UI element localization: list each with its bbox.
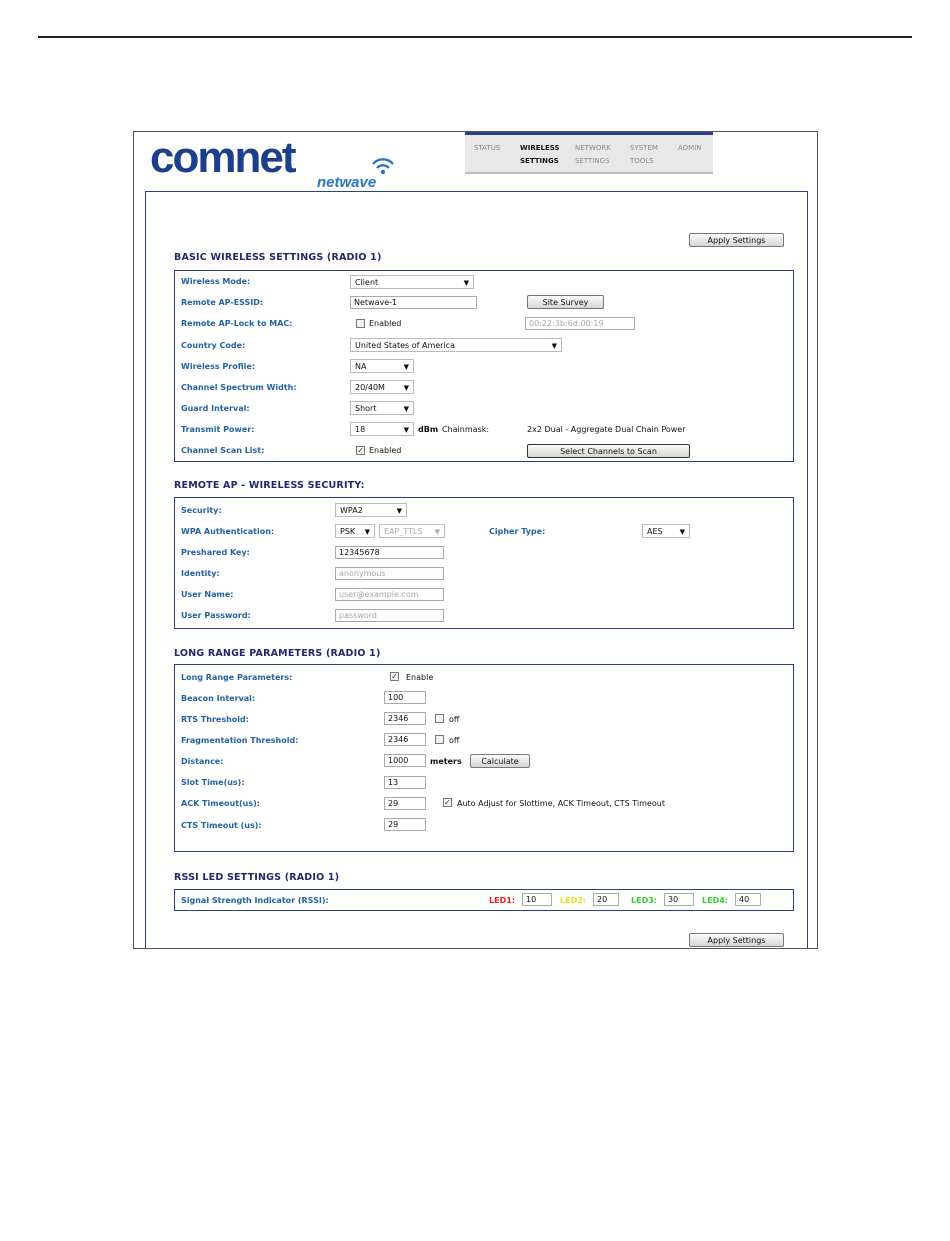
long-range-checkbox[interactable]: ✓ (391, 672, 398, 681)
slot-time-input[interactable]: 13 (384, 776, 426, 789)
long-range-box (174, 664, 794, 852)
eap-method-select[interactable] (379, 524, 445, 538)
wireless-profile-value: NA (355, 362, 367, 371)
wireless-mode-select[interactable] (350, 275, 474, 289)
transmit-power-value: 18 (355, 425, 366, 434)
distance-unit: meters (430, 757, 462, 766)
cts-timeout-label: CTS Timeout (us): (181, 821, 262, 830)
screenshot-frame (133, 131, 818, 949)
led3-input[interactable]: 30 (664, 893, 694, 906)
spectrum-width-value: 20/40M (355, 383, 385, 392)
chevron-down-icon: ▼ (403, 405, 409, 413)
tab-system-tools[interactable]: SYSTEM TOOLS (630, 144, 658, 165)
guard-interval-label: Guard Interval: (181, 404, 250, 413)
rssi-section-title: RSSI LED SETTINGS (RADIO 1) (174, 872, 340, 883)
security-select[interactable] (335, 503, 407, 517)
essid-input[interactable]: Netwave-1 (350, 296, 477, 309)
top-nav (465, 132, 713, 174)
tab-wireless-settings[interactable]: WIRELESS SETTINGS (520, 144, 560, 165)
preshared-key-label: Preshared Key: (181, 548, 250, 557)
distance-label: Distance: (181, 757, 224, 766)
wpa-auth-value: PSK (340, 527, 356, 536)
cipher-type-value: AES (647, 527, 663, 536)
apply-settings-button-bottom[interactable]: Apply Settings (689, 933, 784, 947)
chevron-down-icon: ▼ (679, 528, 685, 536)
cipher-type-label: Cipher Type: (489, 527, 546, 536)
spectrum-width-select[interactable] (350, 380, 414, 394)
preshared-key-input[interactable]: 12345678 (335, 546, 444, 559)
frag-threshold-input[interactable]: 2346 (384, 733, 426, 746)
security-box (174, 497, 794, 629)
guard-interval-select[interactable] (350, 401, 414, 415)
select-channels-button[interactable]: Select Channels to Scan (527, 444, 690, 458)
user-password-input[interactable]: password (335, 609, 444, 622)
apply-settings-button-top[interactable]: Apply Settings (689, 233, 784, 247)
wifi-icon (369, 154, 397, 176)
logo-wordmark: comnet (150, 133, 295, 182)
rts-off-label: off (449, 715, 460, 724)
beacon-interval-label: Beacon Interval: (181, 694, 256, 703)
user-name-input[interactable]: user@example.com (335, 588, 444, 601)
rts-threshold-label: RTS Threshold: (181, 715, 249, 724)
channel-scan-checkbox[interactable]: ✓ (357, 446, 364, 455)
wireless-profile-select[interactable] (350, 359, 414, 373)
transmit-power-select[interactable] (350, 422, 414, 436)
beacon-interval-input[interactable]: 100 (384, 691, 426, 704)
calculate-button[interactable]: Calculate (470, 754, 530, 768)
long-range-section-title: LONG RANGE PARAMETERS (RADIO 1) (174, 648, 381, 659)
slot-time-label: Slot Time(us): (181, 778, 245, 787)
led3-label: LED3: (631, 896, 657, 905)
chevron-down-icon: ▼ (551, 342, 557, 350)
led2-input[interactable]: 20 (593, 893, 619, 906)
essid-label: Remote AP-ESSID: (181, 298, 264, 307)
ack-timeout-input[interactable]: 29 (384, 797, 426, 810)
security-section-title: REMOTE AP - WIRELESS SECURITY: (174, 480, 365, 491)
chevron-down-icon: ▼ (403, 384, 409, 392)
led1-input[interactable]: 10 (522, 893, 552, 906)
led1-label: LED1: (489, 896, 515, 905)
long-range-enable-label: Enable (406, 673, 434, 682)
long-range-label: Long Range Parameters: (181, 673, 293, 682)
frag-off-checkbox[interactable] (435, 735, 444, 744)
user-name-label: User Name: (181, 590, 234, 599)
transmit-power-label: Transmit Power: (181, 425, 255, 434)
site-survey-button[interactable]: Site Survey (527, 295, 604, 309)
led4-input[interactable]: 40 (735, 893, 761, 906)
ack-timeout-label: ACK Timeout(us): (181, 799, 260, 808)
identity-input[interactable]: anonymous (335, 567, 444, 580)
lock-mac-enabled-label: Enabled (369, 319, 402, 328)
chevron-down-icon: ▼ (403, 363, 409, 371)
lock-mac-checkbox[interactable] (356, 319, 365, 328)
channel-scan-enabled-label: Enabled (369, 446, 402, 455)
wireless-profile-label: Wireless Profile: (181, 362, 256, 371)
tab-admin[interactable]: ADMIN (678, 144, 702, 152)
cipher-type-select[interactable] (642, 524, 690, 538)
chevron-down-icon: ▼ (364, 528, 370, 536)
mac-address-input[interactable]: 00:22:3b:6d:00:19 (525, 317, 635, 330)
guard-interval-value: Short (355, 404, 377, 413)
tab-network-settings[interactable]: NETWORK SETTINGS (575, 144, 611, 165)
basic-settings-box (174, 270, 794, 462)
page-rule (38, 36, 912, 38)
dbm-unit: dBm (418, 425, 439, 434)
comnet-logo (150, 133, 450, 192)
tab-status[interactable]: STATUS (474, 144, 501, 152)
rssi-box (174, 889, 794, 911)
basic-section-title: BASIC WIRELESS SETTINGS (RADIO 1) (174, 252, 382, 263)
distance-input[interactable]: 1000 (384, 754, 426, 767)
wireless-mode-value: Client (355, 278, 379, 287)
chevron-down-icon: ▼ (396, 507, 402, 515)
logo-subtitle: netwave (317, 174, 377, 191)
auto-adjust-checkbox[interactable]: ✓ (444, 798, 451, 807)
wireless-mode-label: Wireless Mode: (181, 277, 251, 286)
chevron-down-icon: ▼ (434, 528, 440, 536)
eap-method-value: EAP_TTLS (384, 527, 423, 536)
channel-scan-label: Channel Scan List: (181, 446, 265, 455)
rssi-label: Signal Strength Indicator (RSSI): (181, 896, 329, 905)
country-code-select[interactable] (350, 338, 562, 352)
user-password-label: User Password: (181, 611, 251, 620)
lock-mac-label: Remote AP-Lock to MAC: (181, 319, 293, 328)
identity-label: Identity: (181, 569, 220, 578)
wpa-auth-label: WPA Authentication: (181, 527, 275, 536)
spectrum-width-label: Channel Spectrum Width: (181, 383, 297, 392)
settings-panel (145, 191, 808, 949)
security-value: WPA2 (340, 506, 363, 515)
frag-off-label: off (449, 736, 460, 745)
security-label: Security: (181, 506, 222, 515)
cts-timeout-input[interactable]: 29 (384, 818, 426, 831)
chevron-down-icon: ▼ (403, 426, 409, 434)
chevron-down-icon: ▼ (463, 279, 469, 287)
country-code-value: United States of America (355, 341, 455, 350)
led2-label: LED2: (560, 896, 586, 905)
led4-label: LED4: (702, 896, 728, 905)
chainmask-label: Chainmask: (442, 425, 490, 434)
auto-adjust-label: Auto Adjust for Slottime, ACK Timeout, CTS Timeout (457, 799, 665, 808)
wpa-auth-select[interactable] (335, 524, 375, 538)
rts-threshold-input[interactable]: 2346 (384, 712, 426, 725)
chainmask-value: 2x2 Dual - Aggregate Dual Chain Power (527, 425, 686, 434)
frag-threshold-label: Fragmentation Threshold: (181, 736, 299, 745)
country-code-label: Country Code: (181, 341, 246, 350)
rts-off-checkbox[interactable] (435, 714, 444, 723)
